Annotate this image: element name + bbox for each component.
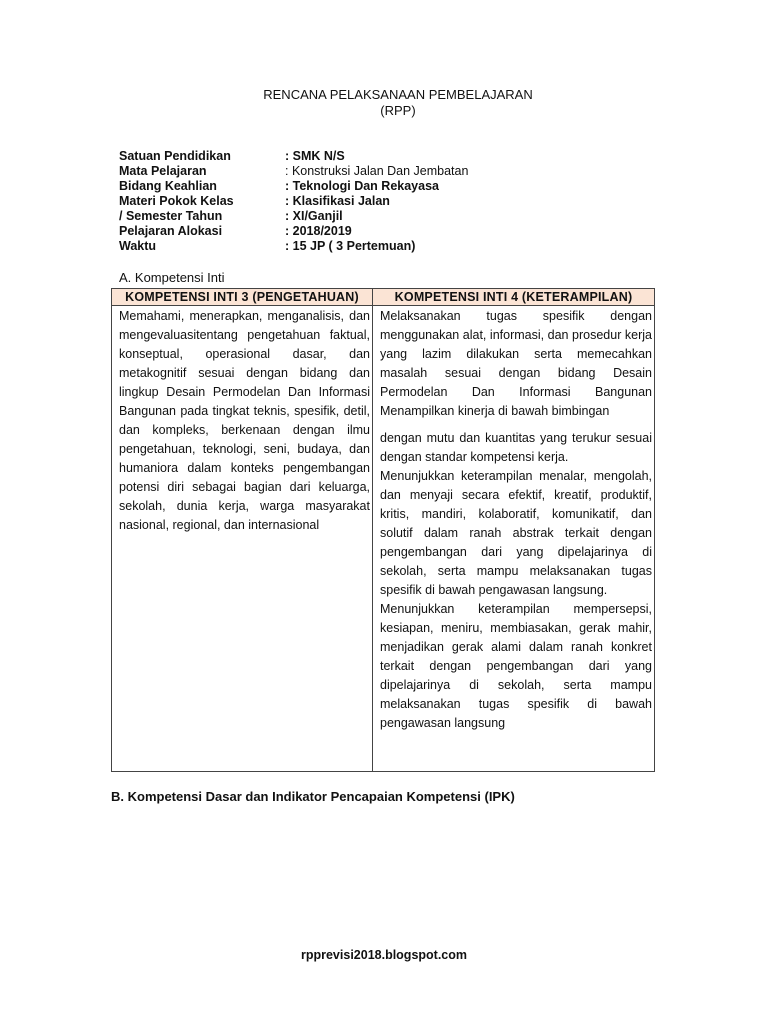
info-value: : 2018/2019 xyxy=(285,224,352,238)
info-label: Mata Pelajaran xyxy=(119,164,207,178)
info-label: Satuan Pendidikan xyxy=(119,149,231,163)
table-header-row xyxy=(112,289,655,306)
ki4-header: KOMPETENSI INTI 4 (KETERAMPILAN) xyxy=(373,289,655,306)
info-value: : 15 JP ( 3 Pertemuan) xyxy=(285,239,416,253)
info-row xyxy=(119,149,468,164)
info-row xyxy=(119,194,468,209)
document-subtitle: (RPP) xyxy=(380,103,416,118)
info-label: Waktu xyxy=(119,239,157,253)
info-value: : Konstruksi Jalan Dan Jembatan xyxy=(285,164,469,178)
info-label: Bidang Keahlian xyxy=(119,179,217,193)
ki4-paragraph: Menunjukkan keterampilan menalar, mengolah, dan menyaji secara efektif, kreatif, produktif, kritis, mandiri, kolaboratif, komunikatif, dan solutif dalam ranah abstrak terkait dengan pengembangan dari yang dipelajarinya di sekolah, serta mampu melaksanakan tugas spesifik di bawah pengawasan langsung. xyxy=(380,469,652,597)
info-value: : XI/Ganjil xyxy=(285,209,343,223)
info-row xyxy=(119,179,468,194)
info-value: : Teknologi Dan Rekayasa xyxy=(285,179,439,193)
ki4-cell xyxy=(373,306,655,772)
info-row xyxy=(119,209,468,224)
section-a-heading: A. Kompetensi Inti xyxy=(119,270,225,285)
info-row xyxy=(119,239,468,254)
ki4-paragraph: Menunjukkan keterampilan mempersepsi, kesiapan, meniru, membiasakan, gerak mahir, menjadikan gerak alami dalam ranah konkret terkait dengan pengembangan dari yang dipelajarinya di sekolah, serta mampu melaksanakan tugas spesifik di bawah pengawasan langsung xyxy=(380,602,652,730)
section-b-heading: B. Kompetensi Dasar dan Indikator Pencapaian Kompetensi (IPK) xyxy=(111,789,515,804)
ki3-cell xyxy=(112,306,373,772)
info-value: : SMK N/S xyxy=(285,149,345,163)
info-label: Materi Pokok Kelas xyxy=(119,194,234,208)
info-row xyxy=(119,224,468,239)
info-label: Pelajaran Alokasi xyxy=(119,224,223,238)
document-title: RENCANA PELAKSANAAN PEMBELAJARAN xyxy=(263,87,533,102)
info-row xyxy=(119,164,468,179)
ki3-header: KOMPETENSI INTI 3 (PENGETAHUAN) xyxy=(112,289,373,306)
kompetensi-inti-table xyxy=(111,288,655,772)
table-row xyxy=(112,306,655,772)
info-value: : Klasifikasi Jalan xyxy=(285,194,390,208)
ki4-paragraph: dengan mutu dan kuantitas yang terukur sesuai dengan standar kompetensi kerja. xyxy=(380,431,652,464)
info-label: / Semester Tahun xyxy=(119,209,223,223)
ki3-text: Memahami, menerapkan, menganalisis, dan mengevaluasitentang pengetahuan faktual, konseptual, operasional dasar, dan metakognitif sesuai dengan bidang dan lingkup Desain Permodelan Dan Informasi Bangunan pada tingkat teknis, spesifik, detil, dan kompleks, berkenaan dengan ilmu pengetahuan, teknologi, seni, budaya, dan humaniora dalam konteks pengembangan potensi diri sebagai bagian dari keluarga, sekolah, dunia kerja, warga masyarakat nasional, regional, dan internasional xyxy=(119,309,370,532)
ki4-paragraph: Melaksanakan tugas spesifik dengan menggunakan alat, informasi, dan prosedur kerja yang lazim dilakukan serta memecahkan masalah sesuai dengan bidang Desain Permodelan Dan Informasi Bangunan Menampilkan kinerja di bawah bimbingan xyxy=(380,309,652,418)
footer-url: rpprevisi2018.blogspot.com xyxy=(300,948,468,962)
info-block xyxy=(119,149,468,254)
